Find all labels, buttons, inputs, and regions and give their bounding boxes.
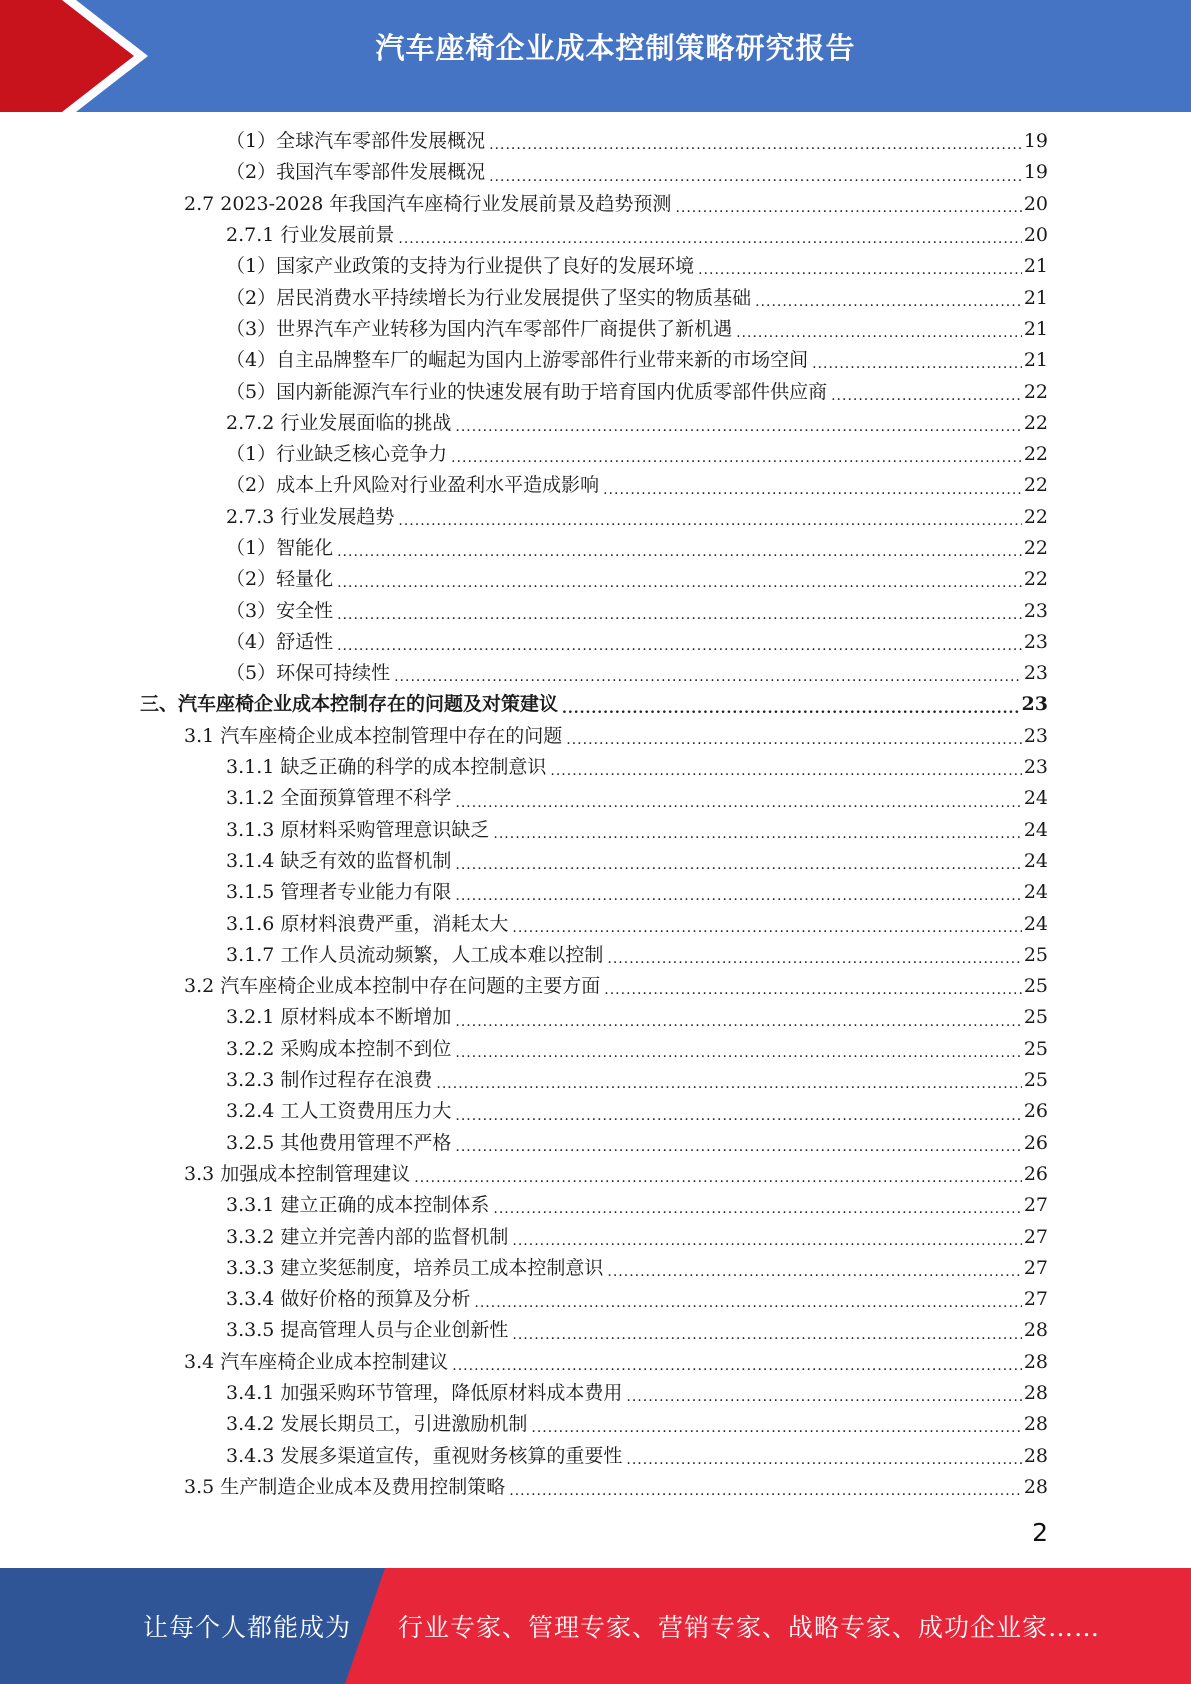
- toc-entry-label: （2）我国汽车零部件发展概况: [226, 161, 486, 184]
- toc-entry[interactable]: [140, 1253, 1048, 1284]
- toc-entry-label: （1）全球汽车零部件发展概况: [226, 130, 486, 153]
- toc-dot-leader: [493, 1197, 1021, 1221]
- toc-entry-label: 3.3.3 建立奖惩制度，培养员工成本控制意识: [226, 1256, 604, 1279]
- toc-entry-page: 28: [1023, 1319, 1048, 1342]
- toc-entry-page: 21: [1023, 255, 1048, 278]
- toc-entry[interactable]: [140, 1221, 1048, 1252]
- toc-entry-label: 3.2 汽车座椅企业成本控制中存在问题的主要方面: [184, 975, 601, 998]
- toc-dot-leader: [337, 571, 1022, 595]
- toc-entry-label: 3.1.7 工作人员流动频繁，人工成本难以控制: [226, 943, 604, 966]
- toc-entry[interactable]: [140, 408, 1048, 439]
- toc-dot-leader: [451, 446, 1022, 470]
- toc-dot-leader: [394, 665, 1022, 689]
- toc-entry-label: 3.1.5 管理者专业能力有限: [226, 881, 452, 904]
- toc-dot-leader: [337, 540, 1022, 564]
- page-footer: [0, 1568, 1191, 1684]
- toc-dot-leader: [512, 916, 1021, 940]
- toc-entry-page: 23: [1023, 662, 1048, 685]
- toc-entry-page: 28: [1023, 1444, 1048, 1467]
- toc-entry-page: 23: [1023, 756, 1048, 779]
- toc-dot-leader: [509, 1479, 1022, 1503]
- toc-dot-leader: [398, 509, 1021, 533]
- page-number: 2: [1032, 1518, 1048, 1547]
- toc-dot-leader: [626, 1385, 1021, 1409]
- toc-entry-page: 26: [1023, 1131, 1048, 1154]
- toc-entry-page: 25: [1023, 975, 1048, 998]
- toc-entry[interactable]: [140, 1034, 1048, 1065]
- toc-dot-leader: [455, 1041, 1021, 1065]
- toc-dot-leader: [337, 634, 1022, 658]
- toc-entry[interactable]: [140, 783, 1048, 814]
- toc-dot-leader: [455, 1104, 1021, 1128]
- toc-dot-leader: [414, 1166, 1022, 1190]
- toc-entry[interactable]: [140, 689, 1048, 720]
- toc-entry[interactable]: [140, 1096, 1048, 1127]
- toc-entry[interactable]: [140, 940, 1048, 971]
- toc-entry[interactable]: [140, 376, 1048, 407]
- toc-entry[interactable]: [140, 1440, 1048, 1471]
- toc-entry-page: 27: [1023, 1256, 1048, 1279]
- toc-entry[interactable]: [140, 1128, 1048, 1159]
- toc-entry[interactable]: [140, 815, 1048, 846]
- toc-entry-page: 21: [1023, 317, 1048, 340]
- toc-entry-page: 27: [1023, 1288, 1048, 1311]
- toc-entry[interactable]: [140, 470, 1048, 501]
- toc-entry-label: 3.1.6 原材料浪费严重，消耗太大: [226, 912, 509, 935]
- toc-entry-label: 3.3.5 提高管理人员与企业创新性: [226, 1319, 509, 1342]
- toc-entry-label: （4）自主品牌整车厂的崛起为国内上游零部件行业带来新的市场空间: [226, 349, 809, 372]
- toc-dot-leader: [493, 822, 1021, 846]
- toc-entry-page: 23: [1023, 599, 1048, 622]
- toc-entry[interactable]: [140, 1002, 1048, 1033]
- toc-entry-label: 3.2.1 原材料成本不断增加: [226, 1006, 452, 1029]
- toc-entry[interactable]: [140, 595, 1048, 626]
- toc-dot-leader: [675, 196, 1021, 220]
- toc-entry-page: 25: [1023, 1069, 1048, 1092]
- toc-dot-leader: [398, 227, 1021, 251]
- toc-entry[interactable]: [140, 1190, 1048, 1221]
- toc-entry[interactable]: [140, 564, 1048, 595]
- toc-entry-label: 3.4.2 发展长期员工，引进激励机制: [226, 1413, 528, 1436]
- toc-entry[interactable]: [140, 282, 1048, 313]
- toc-entry-page: 22: [1023, 411, 1048, 434]
- toc-dot-leader: [337, 603, 1022, 627]
- toc-entry-page: 22: [1023, 537, 1048, 559]
- toc-entry-label: 2.7 2023-2028 年我国汽车座椅行业发展前景及趋势预测: [184, 192, 672, 215]
- toc-entry[interactable]: [140, 502, 1048, 533]
- toc-dot-leader: [455, 853, 1021, 877]
- toc-dot-leader: [698, 258, 1022, 282]
- toc-dot-leader: [604, 978, 1022, 1002]
- toc-entry[interactable]: [140, 752, 1048, 783]
- toc-entry-page: 26: [1023, 1100, 1048, 1123]
- toc-entry-label: 3.4.3 发展多渠道宣传，重视财务核算的重要性: [226, 1444, 623, 1467]
- toc-entry[interactable]: [140, 157, 1048, 188]
- toc-dot-leader: [455, 1135, 1021, 1159]
- toc-entry-label: 3.1.3 原材料采购管理意识缺乏: [226, 818, 490, 841]
- toc-entry-label: 3.2.3 制作过程存在浪费: [226, 1069, 433, 1092]
- toc-entry-page: 24: [1023, 881, 1048, 904]
- toc-entry-page: 23: [1023, 724, 1048, 747]
- toc-entry-label: 3.1.2 全面预算管理不科学: [226, 787, 452, 810]
- toc-entry-label: 3.3 加强成本控制管理建议: [184, 1162, 411, 1185]
- toc-entry-page: 28: [1023, 1350, 1048, 1373]
- page-header: [0, 0, 1191, 112]
- toc-entry-page: 24: [1023, 818, 1048, 841]
- toc-dot-leader: [562, 697, 1020, 721]
- table-of-contents: [140, 126, 1048, 1503]
- toc-entry[interactable]: [140, 345, 1048, 376]
- toc-entry-label: 3.4.1 加强采购环节管理，降低原材料成本费用: [226, 1382, 623, 1405]
- toc-entry-label: （2）轻量化: [226, 568, 334, 591]
- footer-slogan-left: 让每个人都能成为: [143, 1613, 352, 1642]
- toc-entry-label: （5）环保可持续性: [226, 662, 391, 685]
- toc-dot-leader: [812, 352, 1022, 376]
- toc-entry-page: 28: [1023, 1475, 1048, 1498]
- toc-entry-label: （1）智能化: [226, 537, 334, 559]
- toc-dot-leader: [452, 1354, 1022, 1378]
- toc-entry-page: 19: [1023, 161, 1048, 184]
- toc-entry[interactable]: [140, 658, 1048, 689]
- toc-entry-label: 三、汽车座椅企业成本控制存在的问题及对策建议: [140, 693, 559, 716]
- toc-entry-page: 21: [1023, 286, 1048, 309]
- toc-dot-leader: [455, 415, 1021, 439]
- toc-entry-label: （1）国家产业政策的支持为行业提供了良好的发展环境: [226, 255, 695, 278]
- toc-entry-page: 22: [1023, 380, 1048, 403]
- toc-entry-label: （4）舒适性: [226, 630, 334, 653]
- toc-entry-label: 3.2.4 工人工资费用压力大: [226, 1100, 452, 1123]
- toc-entry[interactable]: [140, 1065, 1048, 1096]
- toc-entry-label: 3.3.2 建立并完善内部的监督机制: [226, 1225, 509, 1248]
- toc-entry-page: 28: [1023, 1413, 1048, 1436]
- toc-entry-page: 22: [1023, 474, 1048, 497]
- toc-entry-label: （5）国内新能源汽车行业的快速发展有助于培育国内优质零部件供应商: [226, 380, 828, 403]
- toc-dot-leader: [550, 759, 1021, 783]
- toc-entry-page: 23: [1023, 630, 1048, 653]
- toc-entry[interactable]: [140, 627, 1048, 658]
- toc-entry[interactable]: [140, 1347, 1048, 1378]
- toc-entry[interactable]: [140, 220, 1048, 251]
- toc-entry-page: 22: [1023, 505, 1048, 528]
- toc-entry-page: 21: [1023, 349, 1048, 372]
- toc-dot-leader: [455, 884, 1021, 908]
- toc-entry-label: 2.7.3 行业发展趋势: [226, 505, 395, 528]
- toc-entry-page: 22: [1023, 568, 1048, 591]
- toc-dot-leader: [626, 1448, 1021, 1472]
- toc-entry-label: 3.3.4 做好价格的预算及分析: [226, 1288, 471, 1311]
- toc-entry-page: 25: [1023, 1006, 1048, 1029]
- toc-entry[interactable]: [140, 721, 1048, 752]
- toc-dot-leader: [607, 947, 1021, 971]
- footer-slogan-right: 行业专家、管理专家、营销专家、战略专家、成功企业家……: [398, 1613, 1101, 1642]
- toc-entry-label: 3.1.4 缺乏有效的监督机制: [226, 849, 452, 872]
- toc-entry-page: 25: [1023, 1037, 1048, 1060]
- toc-entry[interactable]: [140, 1159, 1048, 1190]
- toc-entry[interactable]: [140, 189, 1048, 220]
- toc-entry-page: 20: [1023, 224, 1048, 247]
- toc-entry-page: 20: [1023, 192, 1048, 215]
- toc-dot-leader: [566, 728, 1022, 752]
- toc-entry-page: 27: [1023, 1225, 1048, 1248]
- toc-dot-leader: [755, 290, 1022, 314]
- toc-dot-leader: [603, 478, 1022, 502]
- toc-entry-label: 3.2.2 采购成本控制不到位: [226, 1037, 452, 1060]
- toc-entry[interactable]: [140, 1378, 1048, 1409]
- toc-entry[interactable]: [140, 314, 1048, 345]
- toc-entry-label: 3.4 汽车座椅企业成本控制建议: [184, 1350, 449, 1373]
- toc-entry-label: （3）安全性: [226, 599, 334, 622]
- toc-entry-label: 3.5 生产制造企业成本及费用控制策略: [184, 1475, 506, 1498]
- toc-dot-leader: [831, 384, 1022, 408]
- toc-entry-label: （1）行业缺乏核心竞争力: [226, 443, 448, 466]
- toc-entry-page: 27: [1023, 1194, 1048, 1217]
- toc-entry-page: 24: [1023, 912, 1048, 935]
- toc-entry-label: 2.7.1 行业发展前景: [226, 224, 395, 247]
- toc-entry-page: 28: [1023, 1382, 1048, 1405]
- toc-dot-leader: [436, 1072, 1021, 1096]
- toc-dot-leader: [512, 1229, 1021, 1253]
- toc-entry-page: 25: [1023, 943, 1048, 966]
- toc-dot-leader: [607, 1260, 1021, 1284]
- toc-entry[interactable]: [140, 1472, 1048, 1503]
- toc-entry[interactable]: [140, 1315, 1048, 1346]
- toc-entry[interactable]: [140, 971, 1048, 1002]
- toc-dot-leader: [531, 1416, 1021, 1440]
- toc-entry[interactable]: [140, 877, 1048, 908]
- toc-entry-label: （3）世界汽车产业转移为国内汽车零部件厂商提供了新机遇: [226, 317, 733, 340]
- toc-dot-leader: [489, 133, 1022, 157]
- toc-entry-page: 24: [1023, 849, 1048, 872]
- toc-entry[interactable]: [140, 533, 1048, 564]
- report-title: 汽车座椅企业成本控制策略研究报告: [375, 31, 856, 65]
- toc-entry-page: 23: [1021, 693, 1048, 716]
- toc-entry-label: 2.7.2 行业发展面临的挑战: [226, 411, 452, 434]
- toc-entry-label: （2）居民消费水平持续增长为行业发展提供了坚实的物质基础: [226, 286, 752, 309]
- toc-entry[interactable]: [140, 251, 1048, 282]
- toc-entry[interactable]: [140, 126, 1048, 157]
- toc-dot-leader: [736, 321, 1022, 345]
- toc-entry-label: 3.1.1 缺乏正确的科学的成本控制意识: [226, 756, 547, 779]
- toc-entry-page: 26: [1023, 1162, 1048, 1185]
- toc-entry[interactable]: [140, 1284, 1048, 1315]
- toc-entry-label: （2）成本上升风险对行业盈利水平造成影响: [226, 474, 600, 497]
- toc-dot-leader: [474, 1291, 1021, 1315]
- toc-dot-leader: [455, 1010, 1021, 1034]
- toc-entry[interactable]: [140, 908, 1048, 939]
- toc-entry[interactable]: [140, 846, 1048, 877]
- toc-entry-page: 19: [1023, 130, 1048, 153]
- toc-dot-leader: [455, 791, 1021, 815]
- toc-entry-label: 3.1 汽车座椅企业成本控制管理中存在的问题: [184, 724, 563, 747]
- toc-entry[interactable]: [140, 1409, 1048, 1440]
- toc-dot-leader: [489, 165, 1022, 189]
- toc-entry-label: 3.2.5 其他费用管理不严格: [226, 1131, 452, 1154]
- toc-entry-label: 3.3.1 建立正确的成本控制体系: [226, 1194, 490, 1217]
- toc-entry[interactable]: [140, 439, 1048, 470]
- toc-entry-page: 22: [1023, 443, 1048, 466]
- toc-dot-leader: [512, 1323, 1021, 1347]
- toc-entry-page: 24: [1023, 787, 1048, 810]
